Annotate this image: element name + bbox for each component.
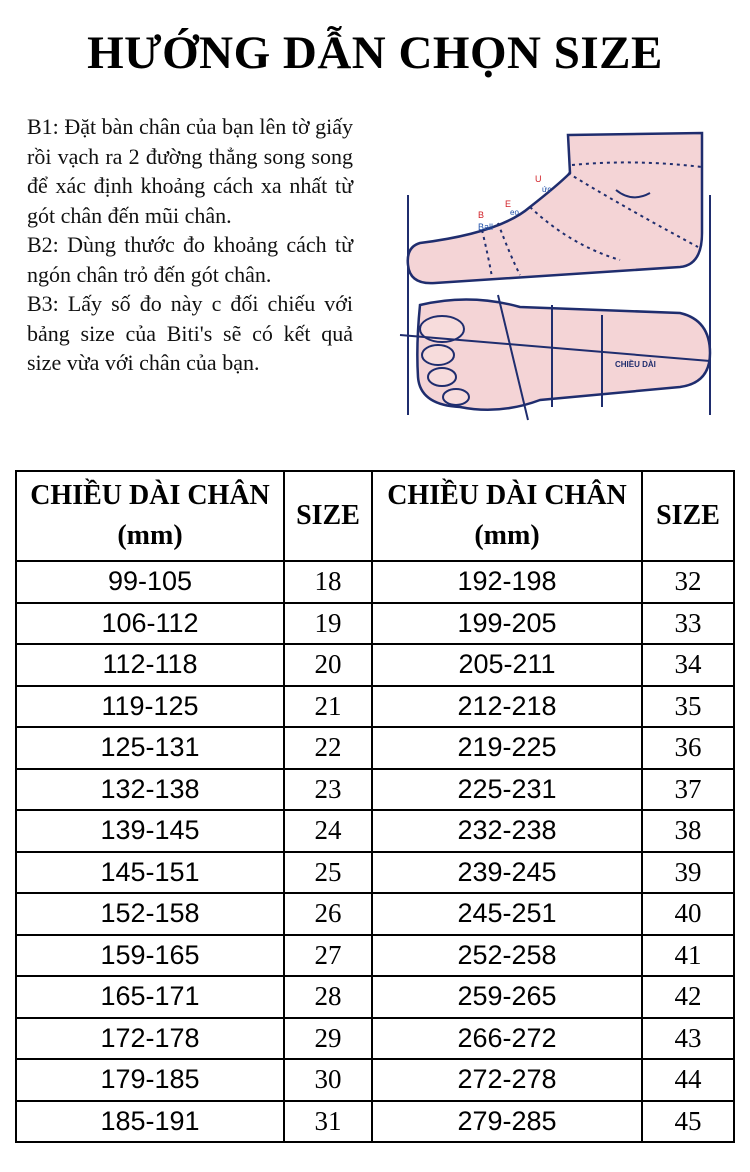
- size-cell: 22: [284, 727, 372, 769]
- table-row: [16, 769, 734, 811]
- foot-sole-view-illustration: [400, 295, 710, 420]
- ball-word-label: Ball: [478, 222, 494, 232]
- length-range-cell: 266-272: [372, 1018, 642, 1060]
- size-cell: 43: [642, 1018, 734, 1060]
- length-range-cell: 132-138: [16, 769, 284, 811]
- length-range-cell: 225-231: [372, 769, 642, 811]
- size-cell: 25: [284, 852, 372, 894]
- length-range-cell: 239-245: [372, 852, 642, 894]
- length-annotation-label: CHIỀU DÀI: [615, 360, 656, 369]
- size-cell: 32: [642, 561, 734, 603]
- table-row: [16, 893, 734, 935]
- table-row: [16, 1059, 734, 1101]
- table-row: [16, 852, 734, 894]
- table-row: [16, 644, 734, 686]
- size-cell: 31: [284, 1101, 372, 1143]
- length-range-cell: 119-125: [16, 686, 284, 728]
- table-row: [16, 1101, 734, 1143]
- table-row: [16, 727, 734, 769]
- table-row: [16, 561, 734, 603]
- length-range-cell: 159-165: [16, 935, 284, 977]
- length-range-cell: 259-265: [372, 976, 642, 1018]
- table-header-row: [16, 471, 734, 561]
- size-cell: 38: [642, 810, 734, 852]
- length-range-cell: 199-205: [372, 603, 642, 645]
- size-table-body: [16, 561, 734, 1142]
- size-cell: 40: [642, 893, 734, 935]
- length-range-cell: 106-112: [16, 603, 284, 645]
- size-cell: 18: [284, 561, 372, 603]
- size-cell: 24: [284, 810, 372, 852]
- length-range-cell: 165-171: [16, 976, 284, 1018]
- size-cell: 42: [642, 976, 734, 1018]
- length-range-cell: 219-225: [372, 727, 642, 769]
- size-cell: 45: [642, 1101, 734, 1143]
- header-length-title: CHIỀU DÀI CHÂN: [30, 480, 270, 511]
- size-cell: 27: [284, 935, 372, 977]
- size-cell: 35: [642, 686, 734, 728]
- uc-word-label: ức: [542, 185, 552, 194]
- size-cell: 19: [284, 603, 372, 645]
- size-cell: 33: [642, 603, 734, 645]
- length-range-cell: 112-118: [16, 644, 284, 686]
- eo-word-label: eo: [510, 208, 519, 217]
- length-range-cell: 125-131: [16, 727, 284, 769]
- length-range-cell: 185-191: [16, 1101, 284, 1143]
- foot-side-view-illustration: [408, 133, 702, 283]
- size-cell: 26: [284, 893, 372, 935]
- header-size-right: SIZE: [642, 471, 734, 561]
- header-size-left: SIZE: [284, 471, 372, 561]
- size-cell: 21: [284, 686, 372, 728]
- table-row: [16, 603, 734, 645]
- length-range-cell: 279-285: [372, 1101, 642, 1143]
- eo-letter-label: E: [505, 199, 512, 209]
- size-cell: 30: [284, 1059, 372, 1101]
- table-row: [16, 976, 734, 1018]
- size-cell: 34: [642, 644, 734, 686]
- table-row: [16, 1018, 734, 1060]
- size-cell: 44: [642, 1059, 734, 1101]
- length-range-cell: 272-278: [372, 1059, 642, 1101]
- foot-measurement-diagram: [380, 115, 725, 435]
- size-cell: 39: [642, 852, 734, 894]
- size-cell: 23: [284, 769, 372, 811]
- length-range-cell: 232-238: [372, 810, 642, 852]
- table-row: [16, 810, 734, 852]
- size-cell: 41: [642, 935, 734, 977]
- header-length-unit: (mm): [117, 520, 183, 551]
- size-cell: 28: [284, 976, 372, 1018]
- length-range-cell: 212-218: [372, 686, 642, 728]
- length-range-cell: 252-258: [372, 935, 642, 977]
- size-chart-table: [15, 470, 735, 1143]
- header-foot-length-right: [372, 471, 642, 561]
- table-row: [16, 935, 734, 977]
- step-2-text: B2: Dùng thước đo khoảng cách từ ngón chân trỏ đến gót chân.: [27, 232, 353, 287]
- length-range-cell: 145-151: [16, 852, 284, 894]
- step-3-text: B3: Lấy số đo này c đối chiếu với bảng size của Biti's sẽ có kết quả size vừa với chân của bạn.: [27, 291, 353, 375]
- header-foot-length-left: [16, 471, 284, 561]
- uc-letter-label: U: [535, 174, 542, 184]
- table-row: [16, 686, 734, 728]
- size-cell: 37: [642, 769, 734, 811]
- length-range-cell: 205-211: [372, 644, 642, 686]
- length-range-cell: 172-178: [16, 1018, 284, 1060]
- header-length-unit: (mm): [474, 520, 540, 551]
- ball-letter-label: B: [478, 210, 485, 220]
- length-range-cell: 179-185: [16, 1059, 284, 1101]
- header-length-title: CHIỀU DÀI CHÂN: [387, 480, 627, 511]
- page-title: HƯỚNG DẪN CHỌN SIZE: [87, 27, 663, 79]
- instructions: [27, 112, 353, 378]
- size-cell: 29: [284, 1018, 372, 1060]
- size-cell: 36: [642, 727, 734, 769]
- length-range-cell: 192-198: [372, 561, 642, 603]
- length-range-cell: 99-105: [16, 561, 284, 603]
- length-range-cell: 152-158: [16, 893, 284, 935]
- size-cell: 20: [284, 644, 372, 686]
- step-1-text: B1: Đặt bàn chân của bạn lên tờ giấy rồi vạch ra 2 đường thẳng song song để xác định khoảng cách xa nhất từ gót chân đến mũi chân.: [27, 114, 353, 228]
- length-range-cell: 245-251: [372, 893, 642, 935]
- length-range-cell: 139-145: [16, 810, 284, 852]
